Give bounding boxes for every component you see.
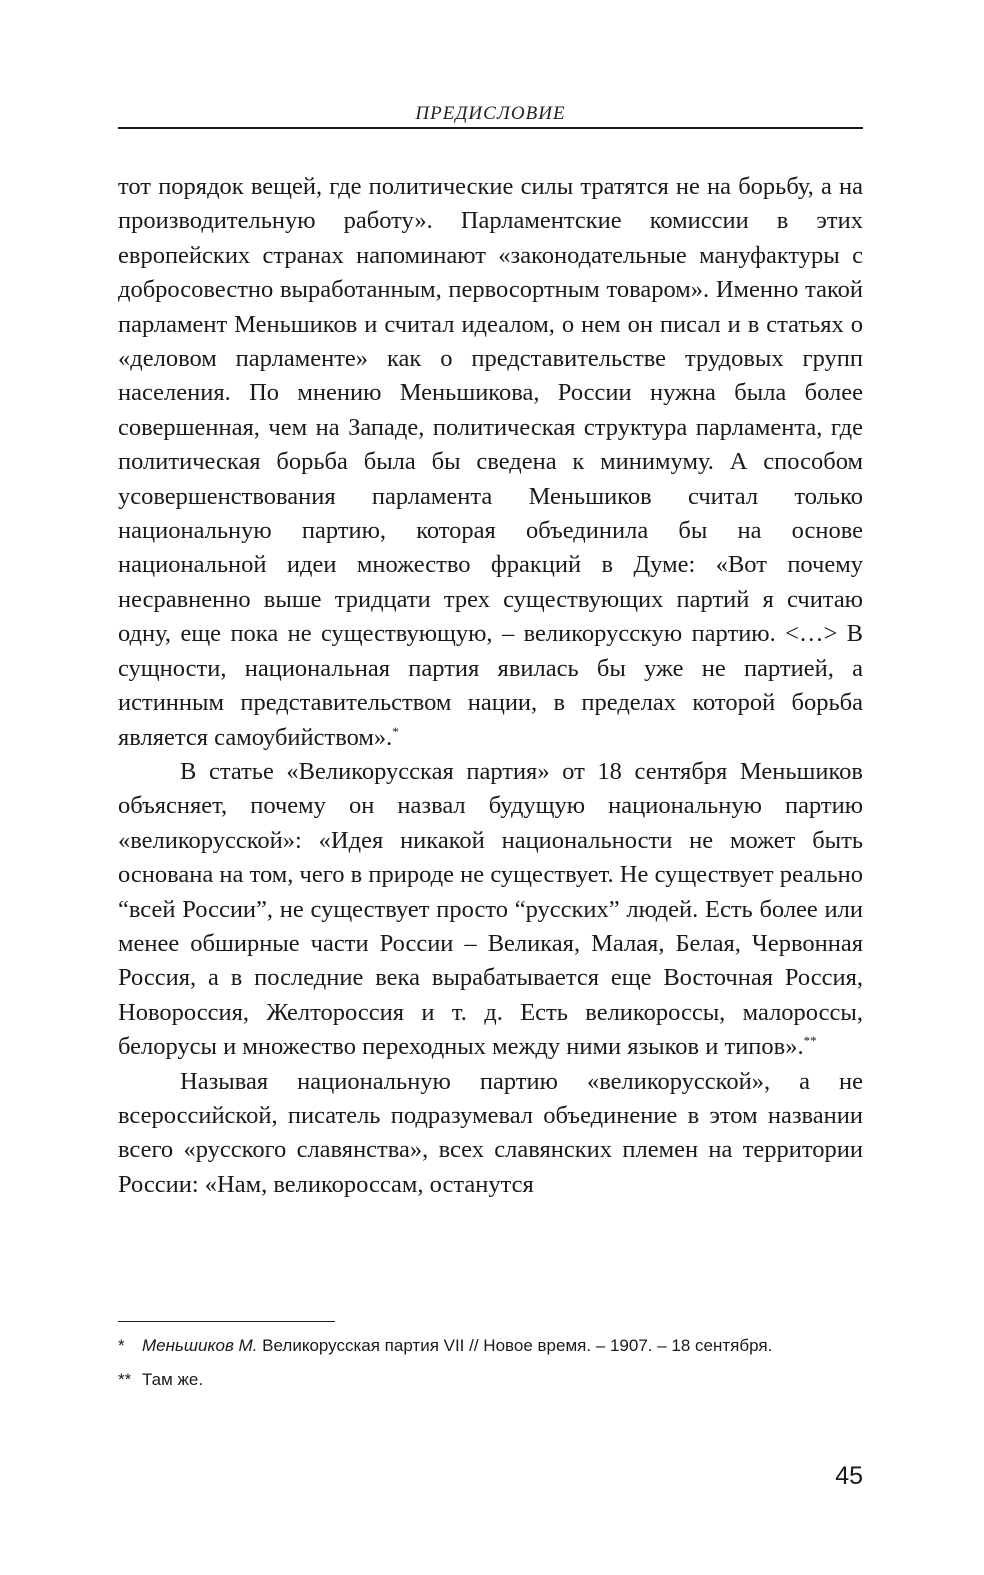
paragraph-text: В статье «Великорусская партия» от 18 сентября Меньшиков объясняет, почему он назвал будущую национальную партию «великорусской»: «Идея никакой национальности не может быть основана на том, чего в природе не существует. Не существует реально “всей России”, не существует просто “русских” людей. Есть более или менее обширные части России – Великая, Малая, Белая, Червонная Россия, а в последние века вырабатывается еще Восточная Россия, Новороссия, Желтороссия и т. д. Есть великороссы, малороссы, белорусы и множество переходных между ними языков и типов».	[118, 757, 863, 1061]
footnote-marker: *	[118, 1336, 125, 1355]
footnote-text: Великорусская партия VII // Новое время. – 1907. – 18 сентября.	[257, 1336, 773, 1355]
paragraph-text: тот порядок вещей, где политические силы тратятся не на борьбу, а на производительную работу». Парламентские комиссии в этих европейских странах напоминают «законодательные мануфактуры с добросовестно выработанным, первосортным товаром». Именно такой парламент Меньшиков и считал идеалом, о нем он писал и в статьях о «деловом парламенте» как о представительстве трудовых групп населения. По мнению Меньшикова, России нужна была более совершенная, чем на Западе, политическая структура парламента, где политическая борьба была бы сведена к минимуму. А способом усовершенствования парламента Меньшиков считал только национальную партию, которая объединила бы на основе национальной идеи множество фракций в Думе: «Вот почему несравненно выше тридцати трех существующих партий я считаю одну, еще пока не существующую, – великорусскую партию. <…> В сущности, национальная партия явилась бы уже не партией, а истинным представительством нации, в пределах которой борьба является самоубийством».	[118, 173, 863, 751]
paragraph-text: Называя национальную партию «великорусской», а не всероссийской, писатель подразумевал объединение в этом названии всего «русского славянства», всех славянских племен на территории России: «Нам, великороссам, останутся	[118, 1067, 863, 1198]
footnote	[118, 1367, 863, 1393]
footnote-marker: **	[118, 1370, 132, 1389]
footnote-reference: *	[392, 723, 399, 739]
running-head: ПРЕДИСЛОВИЕ	[415, 103, 566, 124]
paragraph-continued	[118, 170, 863, 755]
paragraph	[118, 755, 863, 1065]
footnote-text: Там же.	[142, 1370, 204, 1389]
footnotes	[118, 1333, 863, 1401]
header-rule	[118, 127, 863, 129]
page-number: 45	[835, 1462, 863, 1490]
footnote-reference: **	[803, 1033, 817, 1048]
footnote	[118, 1333, 863, 1359]
paragraph	[118, 1065, 863, 1203]
footnote-rule	[118, 1321, 335, 1322]
main-text	[118, 170, 863, 1202]
footnote-author: Меньшиков М.	[142, 1336, 258, 1355]
